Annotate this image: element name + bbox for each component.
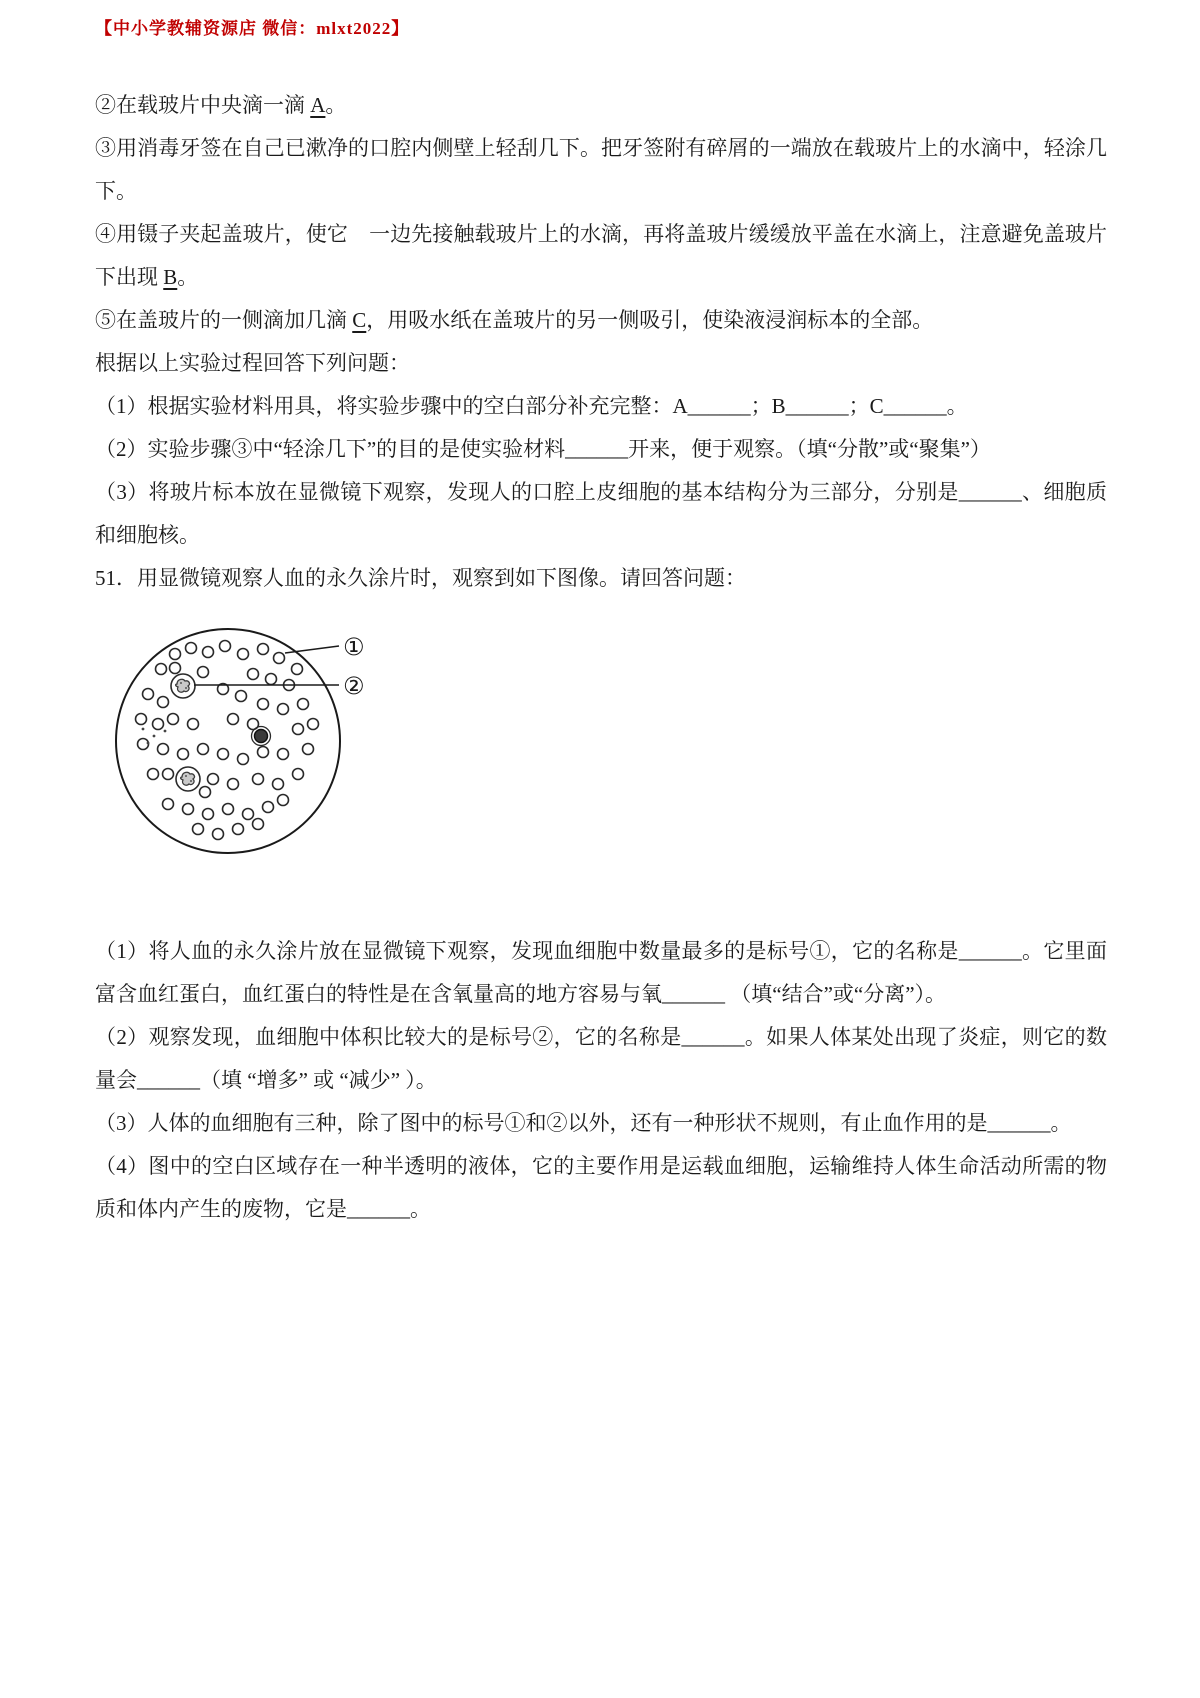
red-blood-cell [258, 747, 269, 758]
red-blood-cell [203, 809, 214, 820]
q51-question-4: （4）图中的空白区域存在一种半透明的液体，它的主要作用是运载血细胞，运输维持人体生命活动所需的物质和体内产生的废物，它是______。 [95, 1154, 1107, 1221]
red-blood-cell [208, 774, 219, 785]
figure-blood-smear [113, 624, 1107, 874]
platelet-speck [164, 730, 167, 733]
red-blood-cell [183, 804, 194, 815]
platelet-speck [142, 728, 145, 731]
red-blood-cell [193, 824, 204, 835]
red-blood-cell [303, 744, 314, 755]
red-blood-cell [223, 804, 234, 815]
red-blood-cell [238, 754, 249, 765]
blank-letter-c: C [352, 308, 367, 332]
experiment-question-1: （1）根据实验材料用具，将实验步骤中的空白部分补充完整：A______；B______；C______。 [95, 394, 968, 418]
red-blood-cell [163, 769, 174, 780]
q51-question-3: （3）人体的血细胞有三种，除了图中的标号①和②以外，还有一种形状不规则，有止血作用的是______。 [95, 1111, 1072, 1135]
step-2-post: 。 [325, 93, 347, 117]
red-blood-cell [158, 744, 169, 755]
red-blood-cell [278, 795, 289, 806]
red-blood-cell [298, 699, 309, 710]
blank-letter-b: B [163, 265, 178, 289]
red-blood-cell [153, 719, 164, 730]
red-blood-cell [168, 714, 179, 725]
dark-stained-cell [252, 727, 271, 746]
red-blood-cell [170, 649, 181, 660]
red-blood-cell [228, 779, 239, 790]
step-4-text [95, 213, 1107, 299]
red-blood-cell [220, 641, 231, 652]
red-blood-cell [213, 829, 224, 840]
red-blood-cell [138, 739, 149, 750]
red-blood-cell [248, 669, 259, 680]
blood-smear-svg [113, 624, 413, 859]
red-blood-cell [178, 749, 189, 760]
step-5-pre: ⑤在盖玻片的一侧滴加几滴 [95, 308, 353, 332]
red-blood-cell [198, 744, 209, 755]
experiment-question-2: （2）实验步骤③中“轻涂几下”的目的是使实验材料______开来，便于观察。（填“分散”或“聚集”） [95, 437, 991, 461]
red-blood-cell [203, 647, 214, 658]
red-cells-layer [136, 641, 319, 840]
microscope-field-circle [116, 629, 340, 853]
red-blood-cell [200, 787, 211, 798]
red-blood-cell [158, 697, 169, 708]
step-3-text: ③用消毒牙签在自己已漱净的口腔内侧壁上轻刮几下。把牙签附有碎屑的一端放在载玻片上的水滴中，轻涂几下。 [95, 136, 1107, 203]
red-blood-cell [233, 824, 244, 835]
red-blood-cell [236, 691, 247, 702]
red-blood-cell [273, 779, 284, 790]
red-blood-cell [143, 689, 154, 700]
q51-question-1: （1）将人血的永久涂片放在显微镜下观察，发现血细胞中数量最多的是标号①，它的名称是______。它里面富含血红蛋白，血红蛋白的特性是在含氧量高的地方容易与氧______ （填“结合”或“分离”）。 [95, 939, 1107, 1006]
red-blood-cell [198, 667, 209, 678]
white-blood-cell [176, 767, 200, 791]
q51-question-2: （2）观察发现，血细胞中体积比较大的是标号②，它的名称是______。如果人体某处出现了炎症，则它的数量会______（填 “增多” 或 “减少” ）。 [95, 1025, 1107, 1092]
blank-letter-a: A [310, 93, 326, 117]
red-blood-cell [278, 704, 289, 715]
red-blood-cell [163, 799, 174, 810]
red-blood-cell [238, 649, 249, 660]
red-blood-cell [292, 664, 303, 675]
store-watermark: 【中小学教辅资源店 微信：mlxt2022】 [95, 19, 410, 38]
figure-label-1: ① [343, 633, 365, 661]
red-blood-cell [293, 724, 304, 735]
question-51-stem: 51．用显微镜观察人血的永久涂片时，观察到如下图像。请回答问题： [95, 566, 746, 590]
red-blood-cell [293, 769, 304, 780]
red-blood-cell [170, 663, 181, 674]
figure-label-2: ② [343, 672, 365, 700]
red-blood-cell [186, 643, 197, 654]
white-blood-cell [171, 674, 195, 698]
step-5-post: ，用吸水纸在盖玻片的另一侧吸引，使染液浸润标本的全部。 [366, 308, 934, 332]
step-2-pre: ②在载玻片中央滴一滴 [95, 93, 311, 117]
step-2-text [95, 84, 1107, 127]
red-blood-cell [258, 699, 269, 710]
platelet-speck [153, 735, 156, 738]
document-content [95, 84, 1107, 1231]
red-blood-cell [278, 749, 289, 760]
red-blood-cell [263, 802, 274, 813]
experiment-question-3: （3）将玻片标本放在显微镜下观察，发现人的口腔上皮细胞的基本结构分为三部分，分别是______、细胞质和细胞核。 [95, 480, 1107, 547]
red-blood-cell [148, 769, 159, 780]
step-4-post: 。 [177, 265, 199, 289]
red-blood-cell [243, 809, 254, 820]
red-blood-cell [228, 714, 239, 725]
experiment-prompt: 根据以上实验过程回答下列问题： [95, 351, 410, 375]
red-blood-cell [308, 719, 319, 730]
white-cells-layer [171, 674, 200, 791]
red-blood-cell [218, 749, 229, 760]
step-5-text [95, 299, 1107, 342]
platelet-speck [147, 742, 150, 745]
red-blood-cell [258, 644, 269, 655]
red-blood-cell [156, 664, 167, 675]
red-blood-cell [188, 719, 199, 730]
red-blood-cell [253, 774, 264, 785]
red-blood-cell [266, 674, 277, 685]
step-4-pre: ④用镊子夹起盖玻片，使它 一边先接触载玻片上的水滴，再将盖玻片缓缓放平盖在水滴上，注意避免盖玻片下出现 [95, 222, 1107, 289]
red-blood-cell [253, 819, 264, 830]
red-blood-cell [274, 653, 285, 664]
red-blood-cell [136, 714, 147, 725]
